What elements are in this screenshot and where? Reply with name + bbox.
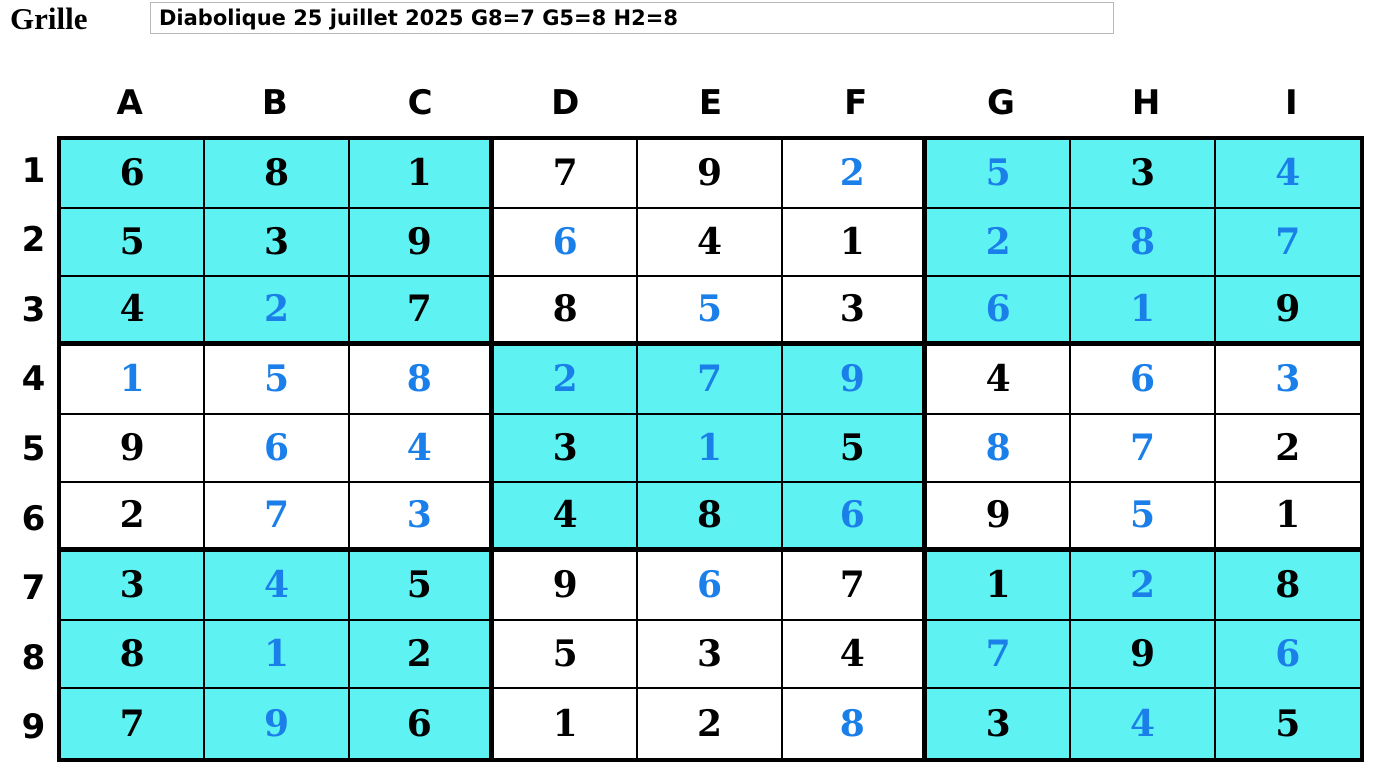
cell-G1[interactable]: 5 [927,140,1071,209]
cell-H8[interactable]: 9 [1071,621,1215,690]
cell-G4[interactable]: 4 [927,346,1071,415]
cell-G6[interactable]: 9 [927,483,1071,552]
cell-H5[interactable]: 7 [1071,415,1215,484]
cell-H6[interactable]: 5 [1071,483,1215,552]
cell-C4[interactable]: 8 [350,346,494,415]
column-header-i: I [1285,82,1298,123]
cell-E3[interactable]: 5 [638,277,782,346]
cell-C6[interactable]: 3 [350,483,494,552]
cell-E5[interactable]: 1 [638,415,782,484]
puzzle-title-field[interactable] [150,2,1114,34]
cell-I6[interactable]: 1 [1216,483,1360,552]
cell-C2[interactable]: 9 [350,209,494,278]
cell-B2[interactable]: 3 [205,209,349,278]
cell-I2[interactable]: 7 [1216,209,1360,278]
cell-A3[interactable]: 4 [61,277,205,346]
cell-F2[interactable]: 1 [783,209,927,278]
row-header-7: 7 [21,568,46,609]
cell-I3[interactable]: 9 [1216,277,1360,346]
cell-E8[interactable]: 3 [638,621,782,690]
cell-A2[interactable]: 5 [61,209,205,278]
row-header-9: 9 [21,707,46,748]
cell-C9[interactable]: 6 [350,689,494,758]
row-header-2: 2 [21,220,46,261]
cell-A4[interactable]: 1 [61,346,205,415]
cell-G3[interactable]: 6 [927,277,1071,346]
cell-I9[interactable]: 5 [1216,689,1360,758]
cell-F6[interactable]: 6 [783,483,927,552]
cell-D7[interactable]: 9 [494,552,638,621]
cell-F4[interactable]: 9 [783,346,927,415]
cell-F8[interactable]: 4 [783,621,927,690]
cell-C1[interactable]: 1 [350,140,494,209]
row-header-6: 6 [21,498,46,539]
cell-D9[interactable]: 1 [494,689,638,758]
cell-E2[interactable]: 4 [638,209,782,278]
cell-H3[interactable]: 1 [1071,277,1215,346]
cell-H1[interactable]: 3 [1071,140,1215,209]
cell-B3[interactable]: 2 [205,277,349,346]
cell-D1[interactable]: 7 [494,140,638,209]
cell-G7[interactable]: 1 [927,552,1071,621]
column-header-a: A [116,82,143,123]
cell-D8[interactable]: 5 [494,621,638,690]
row-header-5: 5 [21,428,46,469]
cell-G5[interactable]: 8 [927,415,1071,484]
cell-F3[interactable]: 3 [783,277,927,346]
column-header-c: C [407,82,433,123]
cell-E4[interactable]: 7 [638,346,782,415]
cell-B7[interactable]: 4 [205,552,349,621]
cell-I8[interactable]: 6 [1216,621,1360,690]
grille-label: Grille [10,1,88,36]
cell-G9[interactable]: 3 [927,689,1071,758]
row-headers [10,136,57,762]
cell-D6[interactable]: 4 [494,483,638,552]
cell-G2[interactable]: 2 [927,209,1071,278]
row-header-8: 8 [21,637,46,678]
column-header-f: F [844,82,868,123]
cell-G8[interactable]: 7 [927,621,1071,690]
cell-B6[interactable]: 7 [205,483,349,552]
cell-E6[interactable]: 8 [638,483,782,552]
cell-I4[interactable]: 3 [1216,346,1360,415]
column-header-e: E [698,82,723,123]
cell-A5[interactable]: 9 [61,415,205,484]
cell-C3[interactable]: 7 [350,277,494,346]
cell-E7[interactable]: 6 [638,552,782,621]
column-header-d: D [551,82,580,123]
header-bar [0,0,1382,44]
sudoku-grid[interactable] [57,136,1364,762]
cell-F1[interactable]: 2 [783,140,927,209]
cell-F5[interactable]: 5 [783,415,927,484]
cell-C8[interactable]: 2 [350,621,494,690]
cell-I7[interactable]: 8 [1216,552,1360,621]
cell-A9[interactable]: 7 [61,689,205,758]
cell-I5[interactable]: 2 [1216,415,1360,484]
column-header-b: B [261,82,288,123]
cell-D3[interactable]: 8 [494,277,638,346]
column-header-g: G [986,82,1015,123]
cell-A6[interactable]: 2 [61,483,205,552]
cell-D2[interactable]: 6 [494,209,638,278]
cell-H7[interactable]: 2 [1071,552,1215,621]
row-header-3: 3 [21,289,46,330]
cell-A1[interactable]: 6 [61,140,205,209]
cell-H4[interactable]: 6 [1071,346,1215,415]
cell-D5[interactable]: 3 [494,415,638,484]
cell-A7[interactable]: 3 [61,552,205,621]
cell-B1[interactable]: 8 [205,140,349,209]
cell-H2[interactable]: 8 [1071,209,1215,278]
row-header-4: 4 [21,359,46,400]
cell-B4[interactable]: 5 [205,346,349,415]
cell-E1[interactable]: 9 [638,140,782,209]
cell-B9[interactable]: 9 [205,689,349,758]
cell-C7[interactable]: 5 [350,552,494,621]
puzzle-title-text: Diabolique 25 juillet 2025 G8=7 G5=8 H2=8 [159,6,678,30]
row-header-1: 1 [21,150,46,191]
column-header-h: H [1131,82,1161,123]
cell-D4[interactable]: 2 [494,346,638,415]
column-headers [57,75,1364,130]
cell-I1[interactable]: 4 [1216,140,1360,209]
cell-E9[interactable]: 2 [638,689,782,758]
cell-C5[interactable]: 4 [350,415,494,484]
cell-H9[interactable]: 4 [1071,689,1215,758]
cell-F7[interactable]: 7 [783,552,927,621]
cell-F9[interactable]: 8 [783,689,927,758]
cell-B8[interactable]: 1 [205,621,349,690]
cell-A8[interactable]: 8 [61,621,205,690]
cell-B5[interactable]: 6 [205,415,349,484]
